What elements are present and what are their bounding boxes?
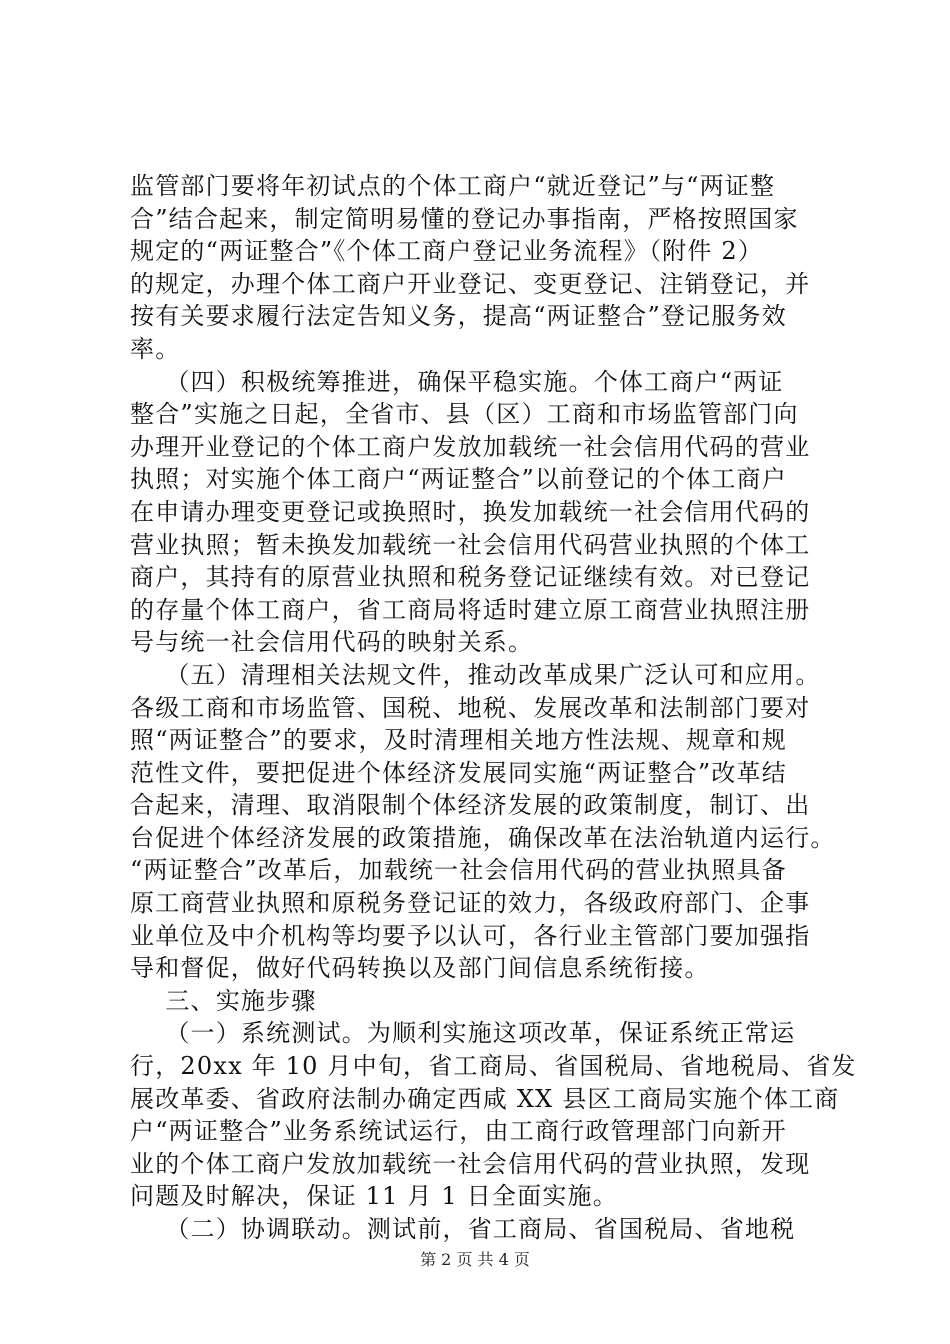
body-line: 合”结合起来，制定简明易懂的登记办事指南，严格按照国家 — [130, 204, 799, 233]
page-footer: 第 2 页 共 4 页 — [420, 1250, 530, 1269]
body-line: 整合”实施之日起，全省市、县（区）工商和市场监管部门向 — [130, 400, 799, 429]
body-line: 规定的“两证整合”《个体工商户登记业务流程》（附件 2） — [130, 237, 764, 266]
document-body — [130, 170, 857, 1246]
body-line: 商户，其持有的原营业执照和税务登记证继续有效。对已登记 — [130, 563, 811, 592]
body-line: 办理开业登记的个体工商户发放加载统一社会信用代码的营业 — [130, 432, 811, 461]
body-line: 按有关要求履行法定告知义务，提高“两证整合”登记服务效 — [130, 302, 787, 331]
body-line: 在申请办理变更登记或换照时，换发加载统一社会信用代码的 — [130, 497, 811, 526]
body-line: 营业执照；暂未换发加载统一社会信用代码营业执照的个体工 — [130, 530, 811, 559]
body-line: 率。 — [130, 334, 181, 363]
body-line: 展改革委、省政府法制办确定西咸 XX 县区工商局实施个体工商 — [130, 1084, 840, 1113]
body-line: （四）积极统筹推进，确保平稳实施。个体工商户“两证 — [130, 367, 784, 396]
body-line: （五）清理相关法规文件，推动改革成果广泛认可和应用。 — [130, 660, 821, 689]
body-line: 业单位及中介机构等均要予以认可，各行业主管部门要加强指 — [130, 921, 811, 950]
body-line: 台促进个体经济发展的政策措施，确保改革在法治轨道内运行。 — [130, 823, 836, 852]
body-line: 业的个体工商户发放加载统一社会信用代码的营业执照，发现 — [130, 1149, 811, 1178]
body-line: 户“两证整合”业务系统试运行，由工商行政管理部门向新开 — [130, 1117, 787, 1146]
body-line: 合起来，清理、取消限制个体经济发展的政策制度，制订、出 — [130, 791, 811, 820]
body-line: 行，20xx 年 10 月中旬，省工商局、省国税局、省地税局、省发 — [130, 1052, 857, 1081]
body-line: 的规定，办理个体工商户开业登记、变更登记、注销登记，并 — [130, 269, 811, 298]
section-heading: 三、实施步骤 — [130, 986, 317, 1015]
body-line: 各级工商和市场监管、国税、地税、发展改革和法制部门要对 — [130, 693, 811, 722]
body-line: 导和督促，做好代码转换以及部门间信息系统衔接。 — [130, 954, 710, 983]
body-line: （一）系统测试。为顺利实施这项改革，保证系统正常运 — [130, 1019, 796, 1048]
body-line: （二）协调联动。测试前，省工商局、省国税局、省地税 — [130, 1215, 796, 1243]
body-line: “两证整合”改革后，加载统一社会信用代码的营业执照具备 — [130, 856, 787, 885]
body-line: 的存量个体工商户，省工商局将适时建立原工商营业执照注册 — [130, 595, 811, 624]
body-line: 原工商营业执照和原税务登记证的效力，各级政府部门、企事 — [130, 889, 811, 918]
body-line: 监管部门要将年初试点的个体工商户“就近登记”与“两证整 — [130, 172, 776, 200]
body-line: 号与统一社会信用代码的映射关系。 — [130, 628, 534, 657]
body-line: 问题及时解决，保证 11 月 1 日全面实施。 — [130, 1182, 618, 1211]
body-line: 执照；对实施个体工商户“两证整合”以前登记的个体工商户 — [130, 465, 787, 494]
body-line: 照“两证整合”的要求，及时清理相关地方性法规、规章和规 — [130, 726, 787, 755]
body-line: 范性文件，要把促进个体经济发展同实施“两证整合”改革结 — [130, 758, 787, 787]
